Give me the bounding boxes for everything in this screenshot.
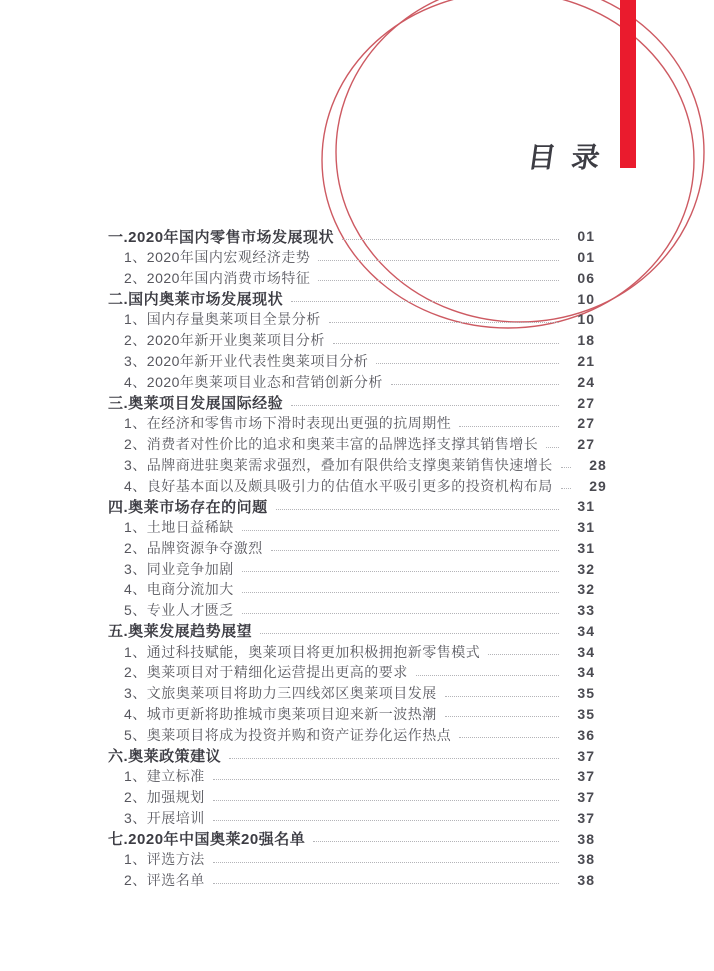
toc-page-number: 38: [577, 830, 595, 847]
toc-row: [108, 454, 607, 475]
toc-entry-label: 4、城市更新将助推城市奥莱项目迎来新一波热潮: [124, 705, 437, 722]
toc-page-number: 01: [577, 249, 595, 266]
toc-list: [108, 226, 607, 891]
toc-row: [108, 226, 595, 247]
toc-page-number: 01: [577, 228, 595, 245]
dot-leader: [242, 571, 559, 572]
toc-row: [108, 849, 595, 870]
toc-entry-label: 一.2020年国内零售市场发展现状: [108, 228, 335, 246]
toc-page-number: 06: [577, 269, 595, 286]
dot-leader: [213, 820, 559, 821]
toc-page-number: 38: [577, 872, 595, 889]
dot-leader: [318, 260, 559, 261]
toc-row: [108, 558, 595, 579]
toc-row: [108, 683, 595, 704]
toc-row: [108, 621, 595, 642]
dot-leader: [291, 405, 559, 406]
accent-bar: [620, 0, 636, 168]
toc-page-number: 34: [577, 622, 595, 639]
toc-page-number: 10: [577, 290, 595, 307]
toc-row: [108, 392, 595, 413]
page-title: 目 录: [525, 142, 606, 173]
toc-row: [108, 475, 607, 496]
dot-leader: [329, 322, 559, 323]
toc-page-number: 27: [577, 436, 595, 453]
toc-row: [108, 870, 595, 891]
toc-entry-label: 5、奥莱项目将成为投资并购和资产证券化运作热点: [124, 726, 452, 743]
toc-row: [108, 309, 595, 330]
dot-leader: [376, 363, 559, 364]
toc-entry-label: 1、建立标准: [124, 768, 205, 785]
toc-entry-label: 六.奥莱政策建议: [108, 748, 222, 766]
toc-entry-label: 3、2020年新开业代表性奥莱项目分析: [124, 352, 369, 369]
toc-row: [108, 745, 595, 766]
toc-page-number: 31: [577, 539, 595, 556]
toc-row: [108, 600, 595, 621]
toc-entry-label: 七.2020年中国奥莱20强名单: [108, 831, 306, 849]
dot-leader: [260, 633, 559, 634]
toc-entry-label: 5、专业人才匮乏: [124, 602, 234, 619]
toc-row: [108, 330, 595, 351]
dot-leader: [213, 800, 559, 801]
dot-leader: [318, 280, 559, 281]
toc-page-number: 28: [589, 456, 607, 473]
toc-row: [108, 517, 595, 538]
dot-leader: [242, 530, 559, 531]
toc-entry-label: 4、2020年奥莱项目业态和营销创新分析: [124, 373, 383, 390]
dot-leader: [333, 343, 559, 344]
toc-page-number: 18: [577, 332, 595, 349]
toc-entry-label: 3、品牌商进驻奥莱需求强烈，叠加有限供给支撑奥莱销售快速增长: [124, 456, 553, 473]
dot-leader: [291, 301, 559, 302]
dot-leader: [213, 862, 559, 863]
dot-leader: [213, 883, 559, 884]
toc-page-number: 37: [577, 768, 595, 785]
toc-entry-label: 3、开展培训: [124, 809, 205, 826]
dot-leader: [546, 447, 559, 448]
toc-entry-label: 4、电商分流加大: [124, 581, 234, 598]
toc-entry-label: 1、土地日益稀缺: [124, 519, 234, 536]
toc-entry-label: 1、国内存量奥莱项目全景分析: [124, 311, 321, 328]
toc-row: [108, 828, 595, 849]
toc-page-number: 37: [577, 789, 595, 806]
dot-leader: [445, 716, 559, 717]
toc-page-number: 35: [577, 685, 595, 702]
toc-entry-label: 2、2020年国内消费市场特征: [124, 269, 311, 286]
toc-entry-label: 2、奥莱项目对于精细化运营提出更高的要求: [124, 664, 408, 681]
toc-page-number: 34: [577, 643, 595, 660]
dot-leader: [459, 737, 559, 738]
toc-entry-label: 3、同业竞争加剧: [124, 560, 234, 577]
toc-entry-label: 二.国内奥莱市场发展现状: [108, 291, 284, 309]
toc-page-number: 36: [577, 726, 595, 743]
toc-page-number: 32: [577, 560, 595, 577]
toc-page-number: 27: [577, 394, 595, 411]
toc-entry-label: 1、2020年国内宏观经济走势: [124, 249, 311, 266]
dot-leader: [459, 426, 559, 427]
toc-page-number: 24: [577, 373, 595, 390]
toc-page-number: 29: [589, 477, 607, 494]
toc-row: [108, 807, 595, 828]
toc-entry-label: 2、品牌资源争夺激烈: [124, 539, 263, 556]
toc-row: [108, 268, 595, 289]
toc-row: [108, 537, 595, 558]
toc-page-number: 37: [577, 747, 595, 764]
toc-row: [108, 496, 595, 517]
toc-page-number: 35: [577, 705, 595, 722]
toc-entry-label: 4、良好基本面以及颇具吸引力的估值水平吸引更多的投资机构布局: [124, 477, 553, 494]
toc-row: [108, 766, 595, 787]
toc-page-number: 10: [577, 311, 595, 328]
toc-row: [108, 351, 595, 372]
toc-row: [108, 704, 595, 725]
toc-entry-label: 三.奥莱项目发展国际经验: [108, 395, 284, 413]
toc-row: [108, 288, 595, 309]
toc-row: [108, 413, 595, 434]
toc-page-number: 32: [577, 581, 595, 598]
dot-leader: [313, 841, 559, 842]
toc-entry-label: 2、2020年新开业奥莱项目分析: [124, 332, 325, 349]
toc-entry-label: 1、通过科技赋能，奥莱项目将更加积极拥抱新零售模式: [124, 643, 481, 660]
toc-entry-label: 3、文旅奥莱项目将助力三四线郊区奥莱项目发展: [124, 685, 437, 702]
toc-row: [108, 662, 595, 683]
toc-page-number: 31: [577, 498, 595, 515]
dot-leader: [242, 592, 559, 593]
dot-leader: [391, 384, 559, 385]
dot-leader: [488, 654, 559, 655]
toc-entry-label: 2、加强规划: [124, 789, 205, 806]
toc-entry-label: 2、评选名单: [124, 872, 205, 889]
dot-leader: [276, 509, 559, 510]
toc-page-number: 33: [577, 602, 595, 619]
toc-row: [108, 371, 595, 392]
dot-leader: [561, 467, 571, 468]
dot-leader: [242, 613, 559, 614]
toc-page-number: 38: [577, 851, 595, 868]
toc-page-number: 34: [577, 664, 595, 681]
toc-entry-label: 1、在经济和零售市场下滑时表现出更强的抗周期性: [124, 415, 452, 432]
toc-row: [108, 434, 595, 455]
toc-page-number: 21: [577, 352, 595, 369]
toc-entry-label: 五.奥莱发展趋势展望: [108, 623, 253, 641]
dot-leader: [271, 550, 559, 551]
toc-entry-label: 1、评选方法: [124, 851, 205, 868]
toc-row: [108, 579, 595, 600]
toc-entry-label: 2、消费者对性价比的追求和奥莱丰富的品牌选择支撑其销售增长: [124, 436, 539, 453]
toc-row: [108, 641, 595, 662]
toc-row: [108, 247, 595, 268]
toc-page-number: 37: [577, 809, 595, 826]
dot-leader: [416, 675, 559, 676]
dot-leader: [229, 758, 559, 759]
toc-row: [108, 724, 595, 745]
toc-page-number: 31: [577, 519, 595, 536]
toc-entry-label: 四.奥莱市场存在的问题: [108, 498, 268, 516]
dot-leader: [342, 239, 559, 240]
toc-row: [108, 787, 595, 808]
dot-leader: [445, 696, 559, 697]
dot-leader: [561, 488, 571, 489]
toc-page-number: 27: [577, 415, 595, 432]
dot-leader: [213, 779, 559, 780]
